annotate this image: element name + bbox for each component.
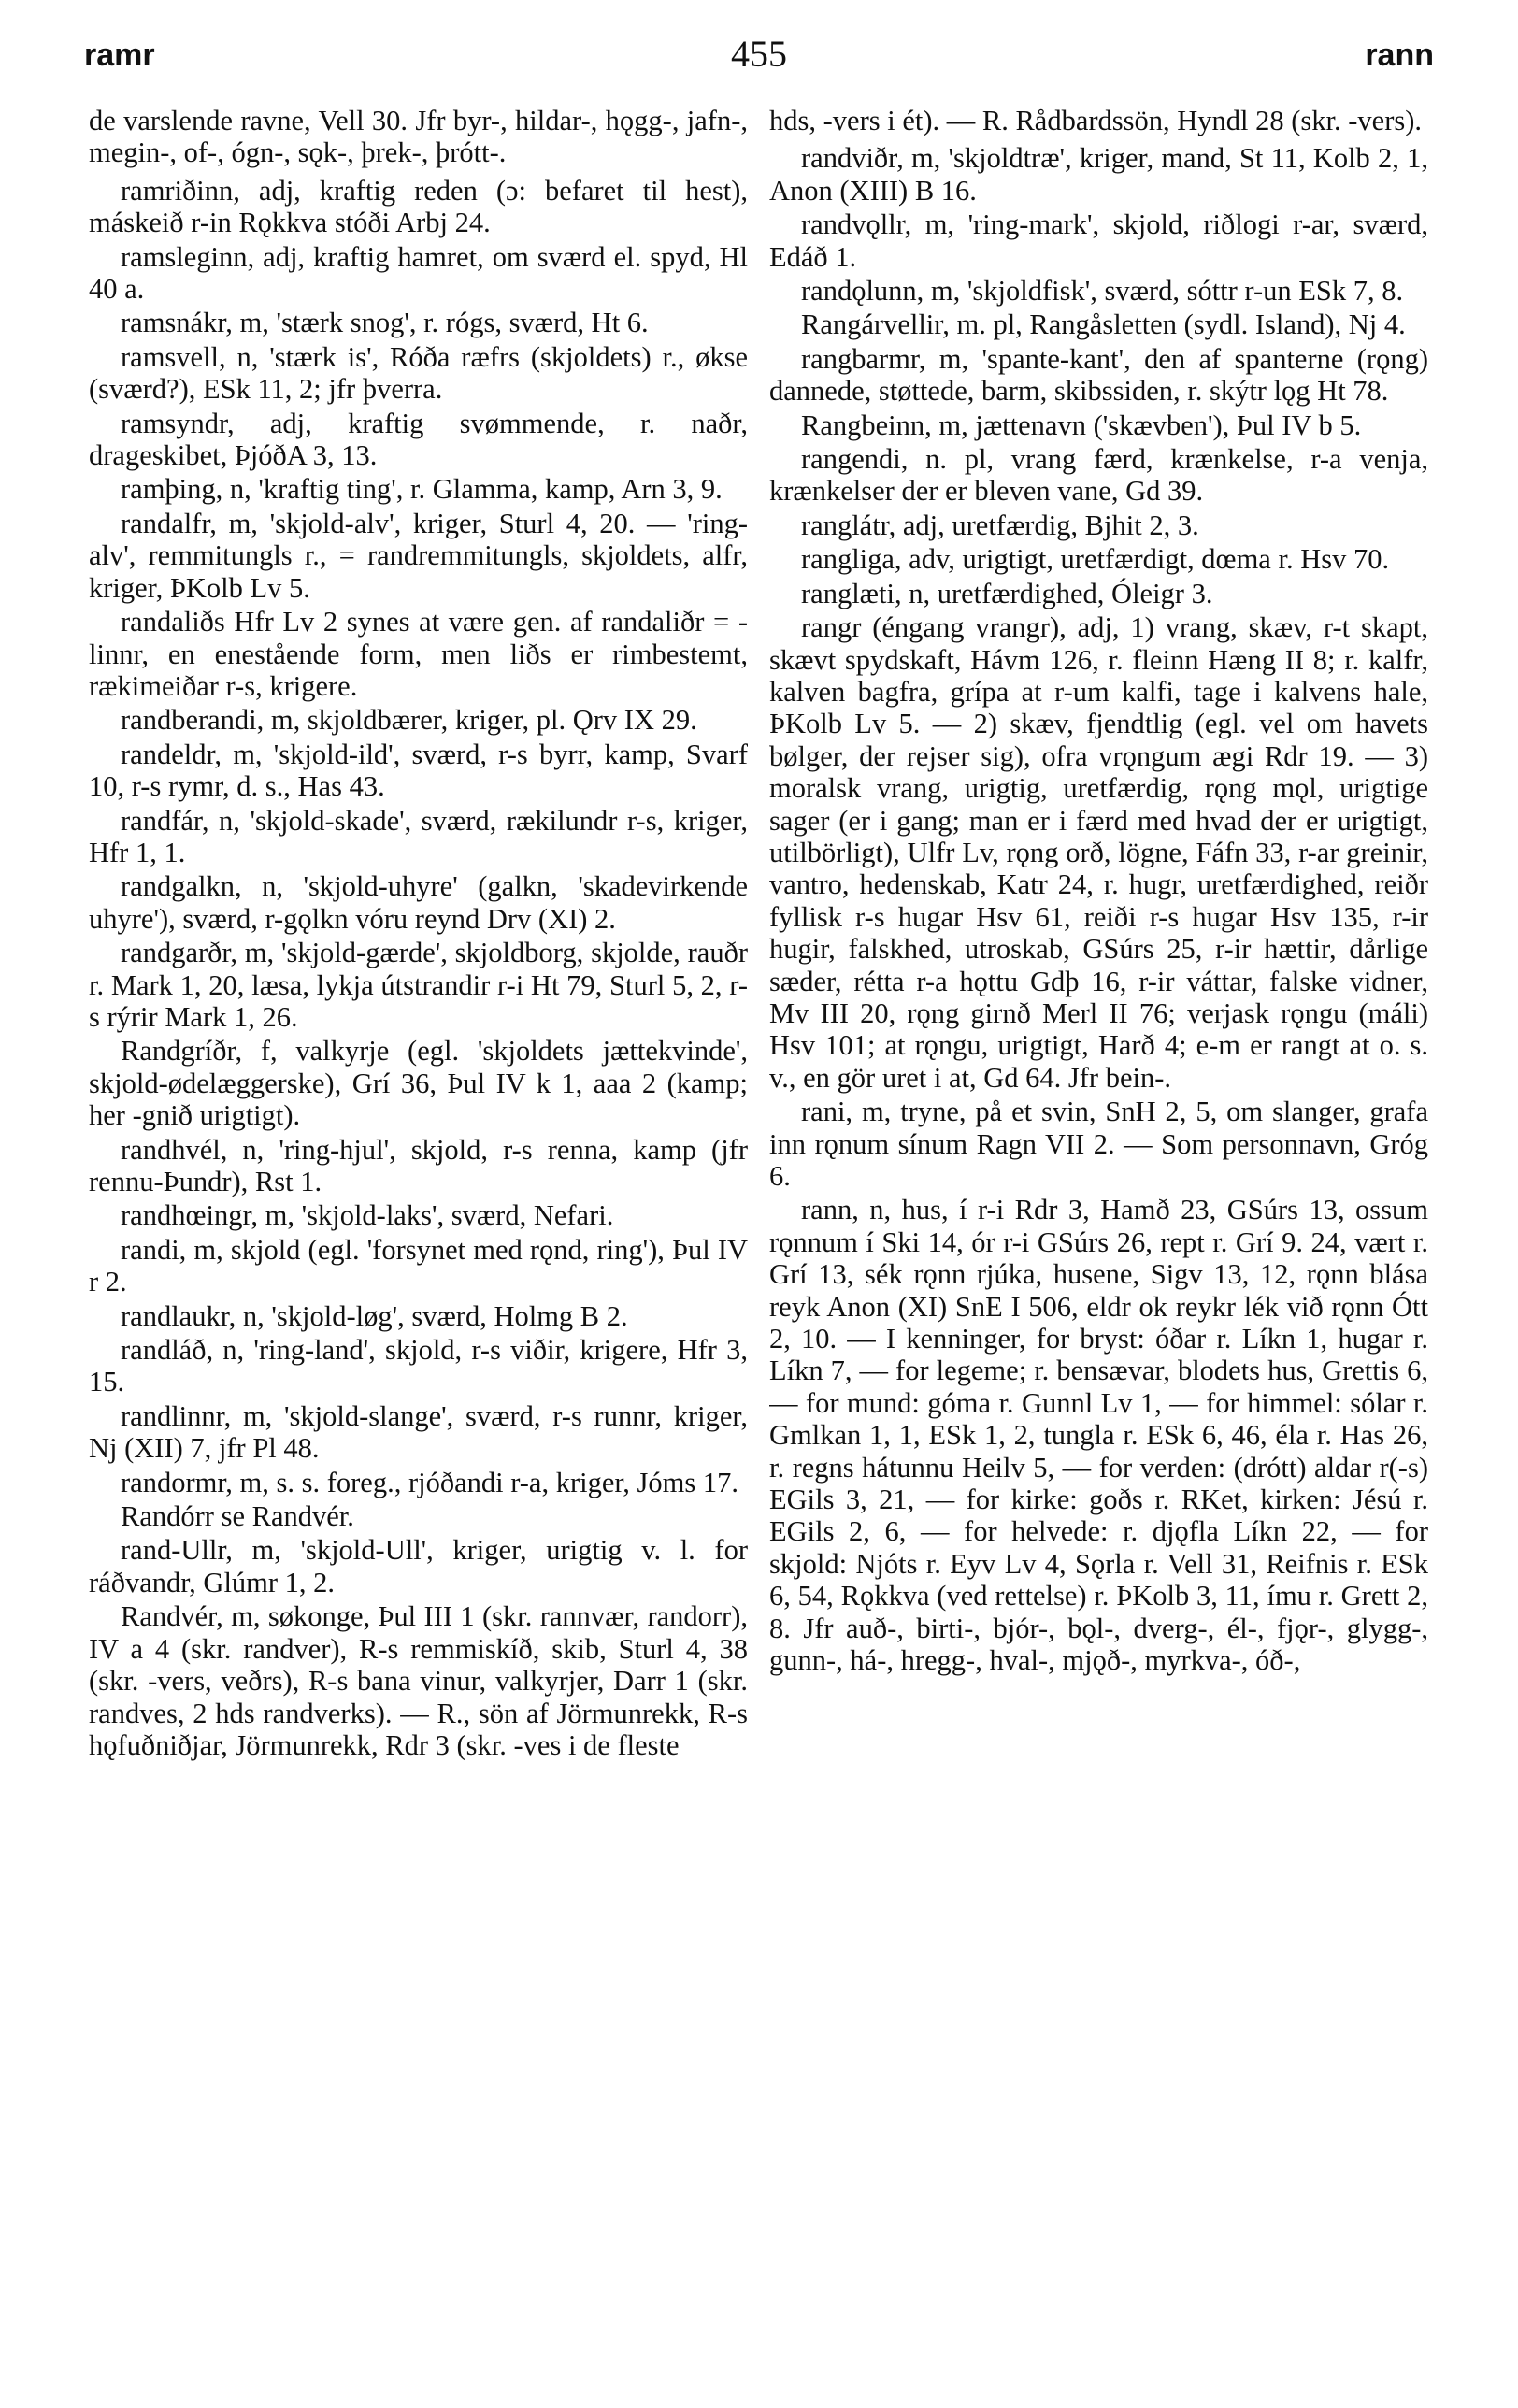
- dictionary-entry: ranglæti, n, uretfærdighed, Óleigr 3.: [801, 577, 1213, 609]
- dictionary-entry: randǫlunn, m, 'skjoldfisk', sværd, sóttr r-un ESk 7, 8.: [801, 275, 1404, 308]
- dictionary-entry: ramsleginn, adj, kraftig hamret, om sværd el. spyd, Hl 40 a.: [89, 240, 748, 306]
- page-number: 455: [731, 33, 787, 75]
- dictionary-entry: randaliðs Hfr Lv 2 synes at være gen. af randaliðr = -linnr, en enestående form, men liðs er rimbestemt, rækimeiðar r-s, krigere.: [89, 606, 748, 702]
- dictionary-entry: Randórr se Randvér.: [121, 1500, 354, 1533]
- dictionary-entry: randeldr, m, 'skjold-ild', sværd, r-s byrr, kamp, Svarf 10, r-s rymr, d. s., Has 43.: [89, 738, 748, 803]
- dictionary-entry: rangbarmr, m, 'spante-kant', den af spanterne (rǫng) dannede, støttede, barm, skibssiden, r. skýtr lǫg Ht 78.: [769, 342, 1428, 408]
- dictionary-entry: randormr, m, s. s. foreg., rjóðandi r-a, kriger, Jóms 17.: [121, 1466, 739, 1498]
- right-column: [769, 105, 1428, 2386]
- right-running-headword: rann: [1365, 37, 1434, 73]
- dictionary-entry: randlaukr, n, 'skjold-løg', sværd, Holmg B 2.: [121, 1299, 628, 1332]
- dictionary-entry: randhœingr, m, 'skjold-laks', sværd, Nefari.: [121, 1199, 614, 1232]
- dictionary-entry: rangr (éngang vrangr), adj, 1) vrang, skæv, r-t skapt, skævt spydskaft, Hávm 126, r. fleinn Hæng II 8; r. kalfr, kalven bagfra, grípa at r-um kalfi, tage i kalvens hale, ÞKolb Lv 5. — 2) skæv, fjendtlig (egl. vel om havets bølger, der rejser sig), ofra vrǫngum ægi Rdr 19. — 3) moralsk vrang, urigtig, uretfærdig, rǫng mǫl, urigtige sager (er i gang; man er i færd med hvad der er urigtigt, utilbörligt), Ulfr Lv, rǫng orð, lögne, Fáfn 33, r-ar greinir, vantro, hedenskab, Katr 24, r. hugr, uretfærdighed, reiðr fyllisk r-s hugar Hsv 61, reiði r-s hugar Hsv 135, r-ir hugir, falskhed, utroskab, GSúrs 25, r-ir hættir, dårlige sæder, rétta r-a hǫttu Gdþ 16, r-ir váttar, falske vidner, Mv III 20, rǫng girnð Merl II 76; verjask rǫngu (máli) Hsv 101; at rǫngu, urigtigt, Harð 4; e-m er rangt at o. s. v., en gör uret i at, Gd 64. Jfr bein-.: [769, 611, 1428, 1094]
- dictionary-entry: ramsnákr, m, 'stærk snog', r. rógs, sværd, Ht 6.: [121, 307, 649, 339]
- dictionary-entry: randberandi, m, skjoldbærer, kriger, pl. Ǫrv IX 29.: [121, 704, 697, 737]
- dictionary-entry: ramþing, n, 'kraftig ting', r. Glamma, kamp, Arn 3, 9.: [121, 473, 723, 506]
- dictionary-entry: rangliga, adv, urigtigt, uretfærdigt, dœma r. Hsv 70.: [801, 543, 1390, 576]
- dictionary-entry: randhvél, n, 'ring-hjul', skjold, r-s renna, kamp (jfr rennu-Þundr), Rst 1.: [89, 1133, 748, 1197]
- dictionary-entry: Randgríðr, f, valkyrje (egl. 'skjoldets jættekvinde', skjold-ødelæggerske), Grí 36, Þul IV k 1, aaa 2 (kamp; her -gnið urigtigt).: [89, 1035, 748, 1132]
- dictionary-entry: Randvér, m, søkonge, Þul III 1 (skr. rannvær, randorr), IV a 4 (skr. randver), R-s remmiskíð, skib, Sturl 4, 38 (skr. -vers, veðrs), R-s bana vinur, valkyrjer, Darr 1 (skr. randves, 2 hds randverks). — R., sön af Jörmunrekk, R-s hǫfuðniðjar, Jörmunrekk, Rdr 3 (skr. -ves i de fleste: [89, 1600, 748, 1761]
- dictionary-entry: rand-Ullr, m, 'skjold-Ull', kriger, urigtig v. l. for ráðvandr, Glúmr 1, 2.: [89, 1534, 748, 1598]
- dictionary-entry: randalfr, m, 'skjold-alv', kriger, Sturl 4, 20. — 'ring-alv', remmitungls r., = randremmitungls, skjoldets, alfr, kriger, ÞKolb Lv 5.: [89, 507, 748, 604]
- dictionary-entry: randi, m, skjold (egl. 'forsynet med rǫnd, ring'), Þul IV r 2.: [89, 1233, 748, 1298]
- dictionary-entry: de varslende ravne, Vell 30. Jfr byr-, hildar-, hǫgg-, jafn-, megin-, of-, ógn-, sǫk-, þrek-, þrótt-.: [89, 105, 748, 169]
- dictionary-entry: Rangbeinn, m, jættenavn ('skævben'), Þul IV b 5.: [801, 408, 1362, 441]
- left-running-headword: ramr: [84, 37, 155, 73]
- dictionary-entry: rani, m, tryne, på et svin, SnH 2, 5, om slanger, grafa inn rǫnum sínum Ragn VII 2. — Som personnavn, Gróg 6.: [769, 1096, 1428, 1192]
- dictionary-entry: ramsvell, n, 'stærk is', Róða ræfrs (skjoldets) r., økse (sværd?), ESk 11, 2; jfr þverra.: [89, 340, 748, 406]
- dictionary-entry: rangendi, n. pl, vrang færd, krænkelse, r-a venja, krænkelser der er bleven vane, Gd 39.: [769, 443, 1428, 508]
- dictionary-entry: randgalkn, n, 'skjold-uhyre' (galkn, 'skadevirkende uhyre'), sværd, r-gǫlkn vóru reynd Drv (XI) 2.: [89, 870, 748, 935]
- page-header: [84, 28, 1434, 84]
- dictionary-entry: rann, n, hus, í r-i Rdr 3, Hamð 23, GSúrs 13, ossum rǫnnum í Ski 14, ór r-i GSúrs 26, rept r. Grí 9. 24, vært r. Grí 13, sék rǫnn rjúka, husene, Sigv 13, 12, rǫnn blása reyk Anon (XI) SnE I 506, eldr ok reykr lék við rǫnn Ótt 2, 10. — I kenninger, for bryst: óðar r. Líkn 1, hugar r. Líkn 7, — for legeme; r. bensævar, blodets hus, Grettis 6, — for mund: góma r. Gunnl Lv 1, — for himmel: sólar r. Gmlkan 1, 1, ESk 1, 2, tungla r. ESk 6, 46, éla r. Has 26, r. regns hátunnu Heilv 5, — for verden: (drótt) aldar r(-s) EGils 3, 21, — for kirke: goðs r. RKet, kirken: Jésú r. EGils 2, 6, — for helvede: r. djǫfla Líkn 22, — for skjold: Njóts r. Eyv Lv 4, Sǫrla r. Vell 31, Reifnis r. ESk 6, 54, Rǫkkva (ved rettelse) r. ÞKolb 3, 11, ímu r. Grett 2, 8. Jfr auð-, birti-, bjór-, bǫl-, dverg-, él-, fjǫr-, glygg-, gunn-, há-, hregg-, hval-, mjǫð-, myrkva-, óð-,: [769, 1194, 1428, 1677]
- dictionary-entry: ramsyndr, adj, kraftig svømmende, r. naðr, drageskibet, ÞjóðA 3, 13.: [89, 407, 748, 472]
- dictionary-entry: randvǫllr, m, 'ring-mark', skjold, riðlogi r-ar, sværd, Edáð 1.: [769, 208, 1428, 273]
- dictionary-entry: hds, -vers i ét). — R. Rådbardssön, Hyndl 28 (skr. -vers).: [769, 105, 1423, 136]
- dictionary-entry: Rangárvellir, m. pl, Rangåsletten (sydl. Island), Nj 4.: [801, 308, 1406, 341]
- dictionary-entry: randláð, n, 'ring-land', skjold, r-s viðir, krigere, Hfr 3, 15.: [89, 1334, 748, 1398]
- dictionary-entry: ranglátr, adj, uretfærdig, Bjhit 2, 3.: [801, 509, 1199, 541]
- dictionary-entry: ramriðinn, adj, kraftig reden (ɔ: befaret til hest), máskeið r-in Rǫkkva stóði Arbj 24.: [89, 174, 748, 239]
- left-column: [89, 105, 748, 2386]
- dictionary-entry: randlinnr, m, 'skjold-slange', sværd, r-s runnr, kriger, Nj (XII) 7, jfr Pl 48.: [89, 1399, 748, 1465]
- dictionary-entry: randviðr, m, 'skjoldtræ', kriger, mand, St 11, Kolb 2, 1, Anon (XIII) B 16.: [769, 142, 1428, 207]
- dictionary-entry: randgarðr, m, 'skjold-gærde', skjoldborg, skjolde, rauðr r. Mark 1, 20, læsa, lykja útstrandir r-i Ht 79, Sturl 5, 2, r-s rýrir Mark 1, 26.: [89, 937, 748, 1033]
- dictionary-entry: randfár, n, 'skjold-skade', sværd, rækilundr r-s, kriger, Hfr 1, 1.: [89, 804, 748, 868]
